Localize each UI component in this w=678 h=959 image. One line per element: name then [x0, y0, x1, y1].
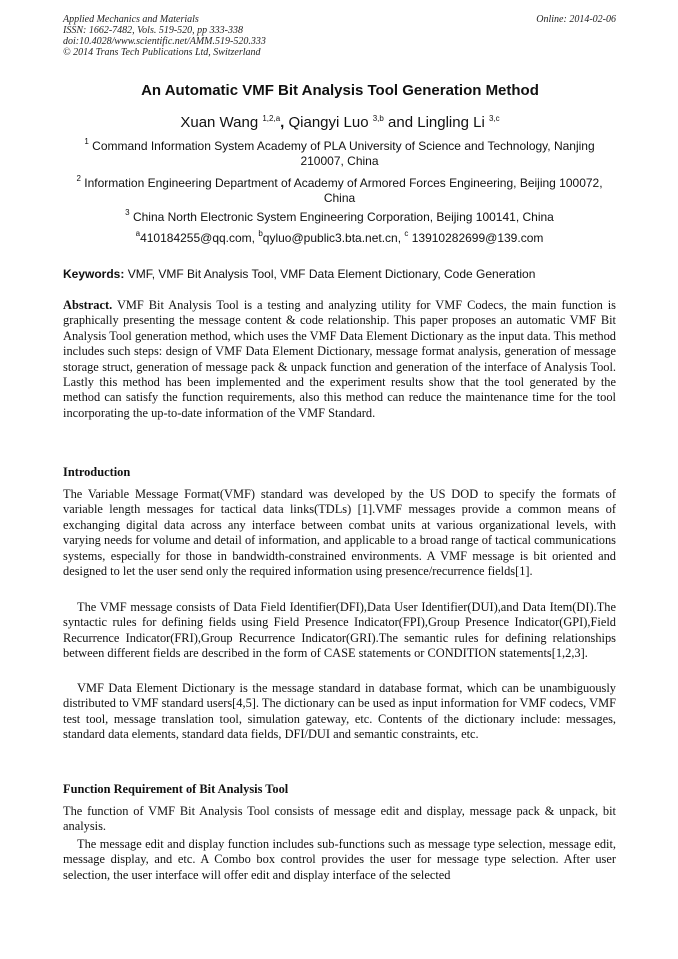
- email-address: qyluo@public3.bta.net.cn,: [262, 231, 405, 245]
- author-superscript: 3,c: [488, 114, 500, 123]
- author-name: Lingling Li: [417, 114, 485, 131]
- paper-title: An Automatic VMF Bit Analysis Tool Generation Method: [141, 82, 539, 99]
- journal-header: [63, 14, 616, 58]
- section-heading-introduction: Introduction: [63, 465, 131, 479]
- affiliation-text: China North Electronic System Engineering Corporation, Beijing 100141, China: [132, 210, 554, 224]
- affiliation-marker: 3: [125, 208, 130, 217]
- author-superscript: 1,2,a: [262, 114, 281, 123]
- keywords: [63, 267, 616, 282]
- doi-line: doi:10.4028/www.scientific.net/AMM.519-520.333: [63, 36, 266, 47]
- function-paragraph-1: The function of VMF Bit Analysis Tool consists of message edit and display, message pack & unpack, bit analysis.: [63, 804, 616, 834]
- function-paragraph-2: The message edit and display function includes sub-functions such as message type selection, message edit, message display, and etc. A Combo box control provides the user for message type selection. After user selection, the user interface will offer edit and display interface of the selected: [63, 837, 616, 882]
- email-address: 13910282699@139.com: [408, 231, 544, 245]
- affiliation-1: [63, 139, 616, 169]
- author-name: Xuan Wang: [180, 114, 259, 131]
- abstract: [63, 298, 616, 421]
- author-separator: and: [383, 114, 418, 131]
- intro-paragraph-1: The Variable Message Format(VMF) standard was developed by the US DOD to specify the formats of variable length messages for tactical data links(TDLs) [1].VMF messages provide a common means of exchanging digital data across any interface between combat units at various organizational levels, with varying needs for volume and detail of information, and applicable to a broad range of tactical communications systems, especially for those in bandwidth-constrained environments. A VMF message is bit oriented and designed to let the user send only the required information using presence/recurrence fields[1].: [63, 487, 616, 579]
- affiliation-marker: 2: [76, 174, 81, 183]
- keywords-label: Keywords:: [63, 267, 125, 281]
- author-name: Qiangyi Luo: [288, 114, 369, 131]
- intro-paragraph-2: The VMF message consists of Data Field Identifier(DFI),Data User Identifier(DUI),and Data Item(DI).The syntactic rules for defining fields using Field Presence Indicator(FPI),Group Presence Indicator(GPI),Field Recurrence Indicator(FRI),Group Recurrence Indicator(GRI).The semantic rules for defining relationships between different fields are described in the form of CASE statements or CONDITION statements[1,2,3].: [63, 600, 616, 661]
- author-superscript: 3,b: [372, 114, 384, 123]
- email-address: 410184255@qq.com,: [140, 231, 259, 245]
- affiliation-2: [63, 176, 616, 206]
- affiliation-3: [63, 210, 616, 225]
- affiliation-text: Command Information System Academy of PLA University of Science and Technology, Nanjing 210007, China: [92, 139, 595, 168]
- keywords-text: VMF, VMF Bit Analysis Tool, VMF Data Element Dictionary, Code Generation: [124, 267, 536, 281]
- email-marker: b: [258, 229, 263, 238]
- abstract-label: Abstract.: [63, 298, 113, 312]
- author-separator: ,: [280, 114, 289, 131]
- affiliation-marker: 1: [84, 137, 89, 146]
- author-line: [40, 114, 640, 132]
- journal-name: Applied Mechanics and Materials: [63, 14, 199, 25]
- abstract-text: VMF Bit Analysis Tool is a testing and analyzing utility for VMF Codecs, the main function is graphically presenting the message content & code relationship. This paper proposes an automatic VMF Bit Analysis Tool generation method, which uses the VMF Data Element Dictionary as the input data. This method includes such steps: design of VMF Data Element Dictionary, message format analysis, generation of message storage struct, generation of message pack & unpack function and generation of the interface of Analysis Tool. Lastly this method has been implemented and the experiment results show that the tool generated by the method can satisfy the function requirements, also this method can reduce the maintenance time for the tool incorporating the up-to-date information of the VMF Standard.: [63, 298, 616, 420]
- section-heading-function: Function Requirement of Bit Analysis Tool: [63, 782, 289, 796]
- copyright-line: © 2014 Trans Tech Publications Ltd, Switzerland: [63, 47, 261, 58]
- affiliation-text: Information Engineering Department of Academy of Armored Forces Engineering, Beijing 100072, China: [84, 176, 603, 205]
- issn-line: ISSN: 1662-7482, Vols. 519-520, pp 333-338: [63, 25, 243, 36]
- online-date: Online: 2014-02-06: [536, 14, 616, 25]
- email-marker: c: [404, 229, 409, 238]
- intro-paragraph-3: VMF Data Element Dictionary is the message standard in database format, which can be unambiguously distributed to VMF standard users[4,5]. The dictionary can be used as input information for VMF codecs, VMF test tool, message translation tool, simulation gateway, etc. Contents of the dictionary include: messages, standard data elements, standard data fields, DFI/DUI and semantic constraints, etc.: [63, 681, 616, 742]
- email-line: [63, 231, 616, 246]
- email-marker: a: [135, 229, 141, 238]
